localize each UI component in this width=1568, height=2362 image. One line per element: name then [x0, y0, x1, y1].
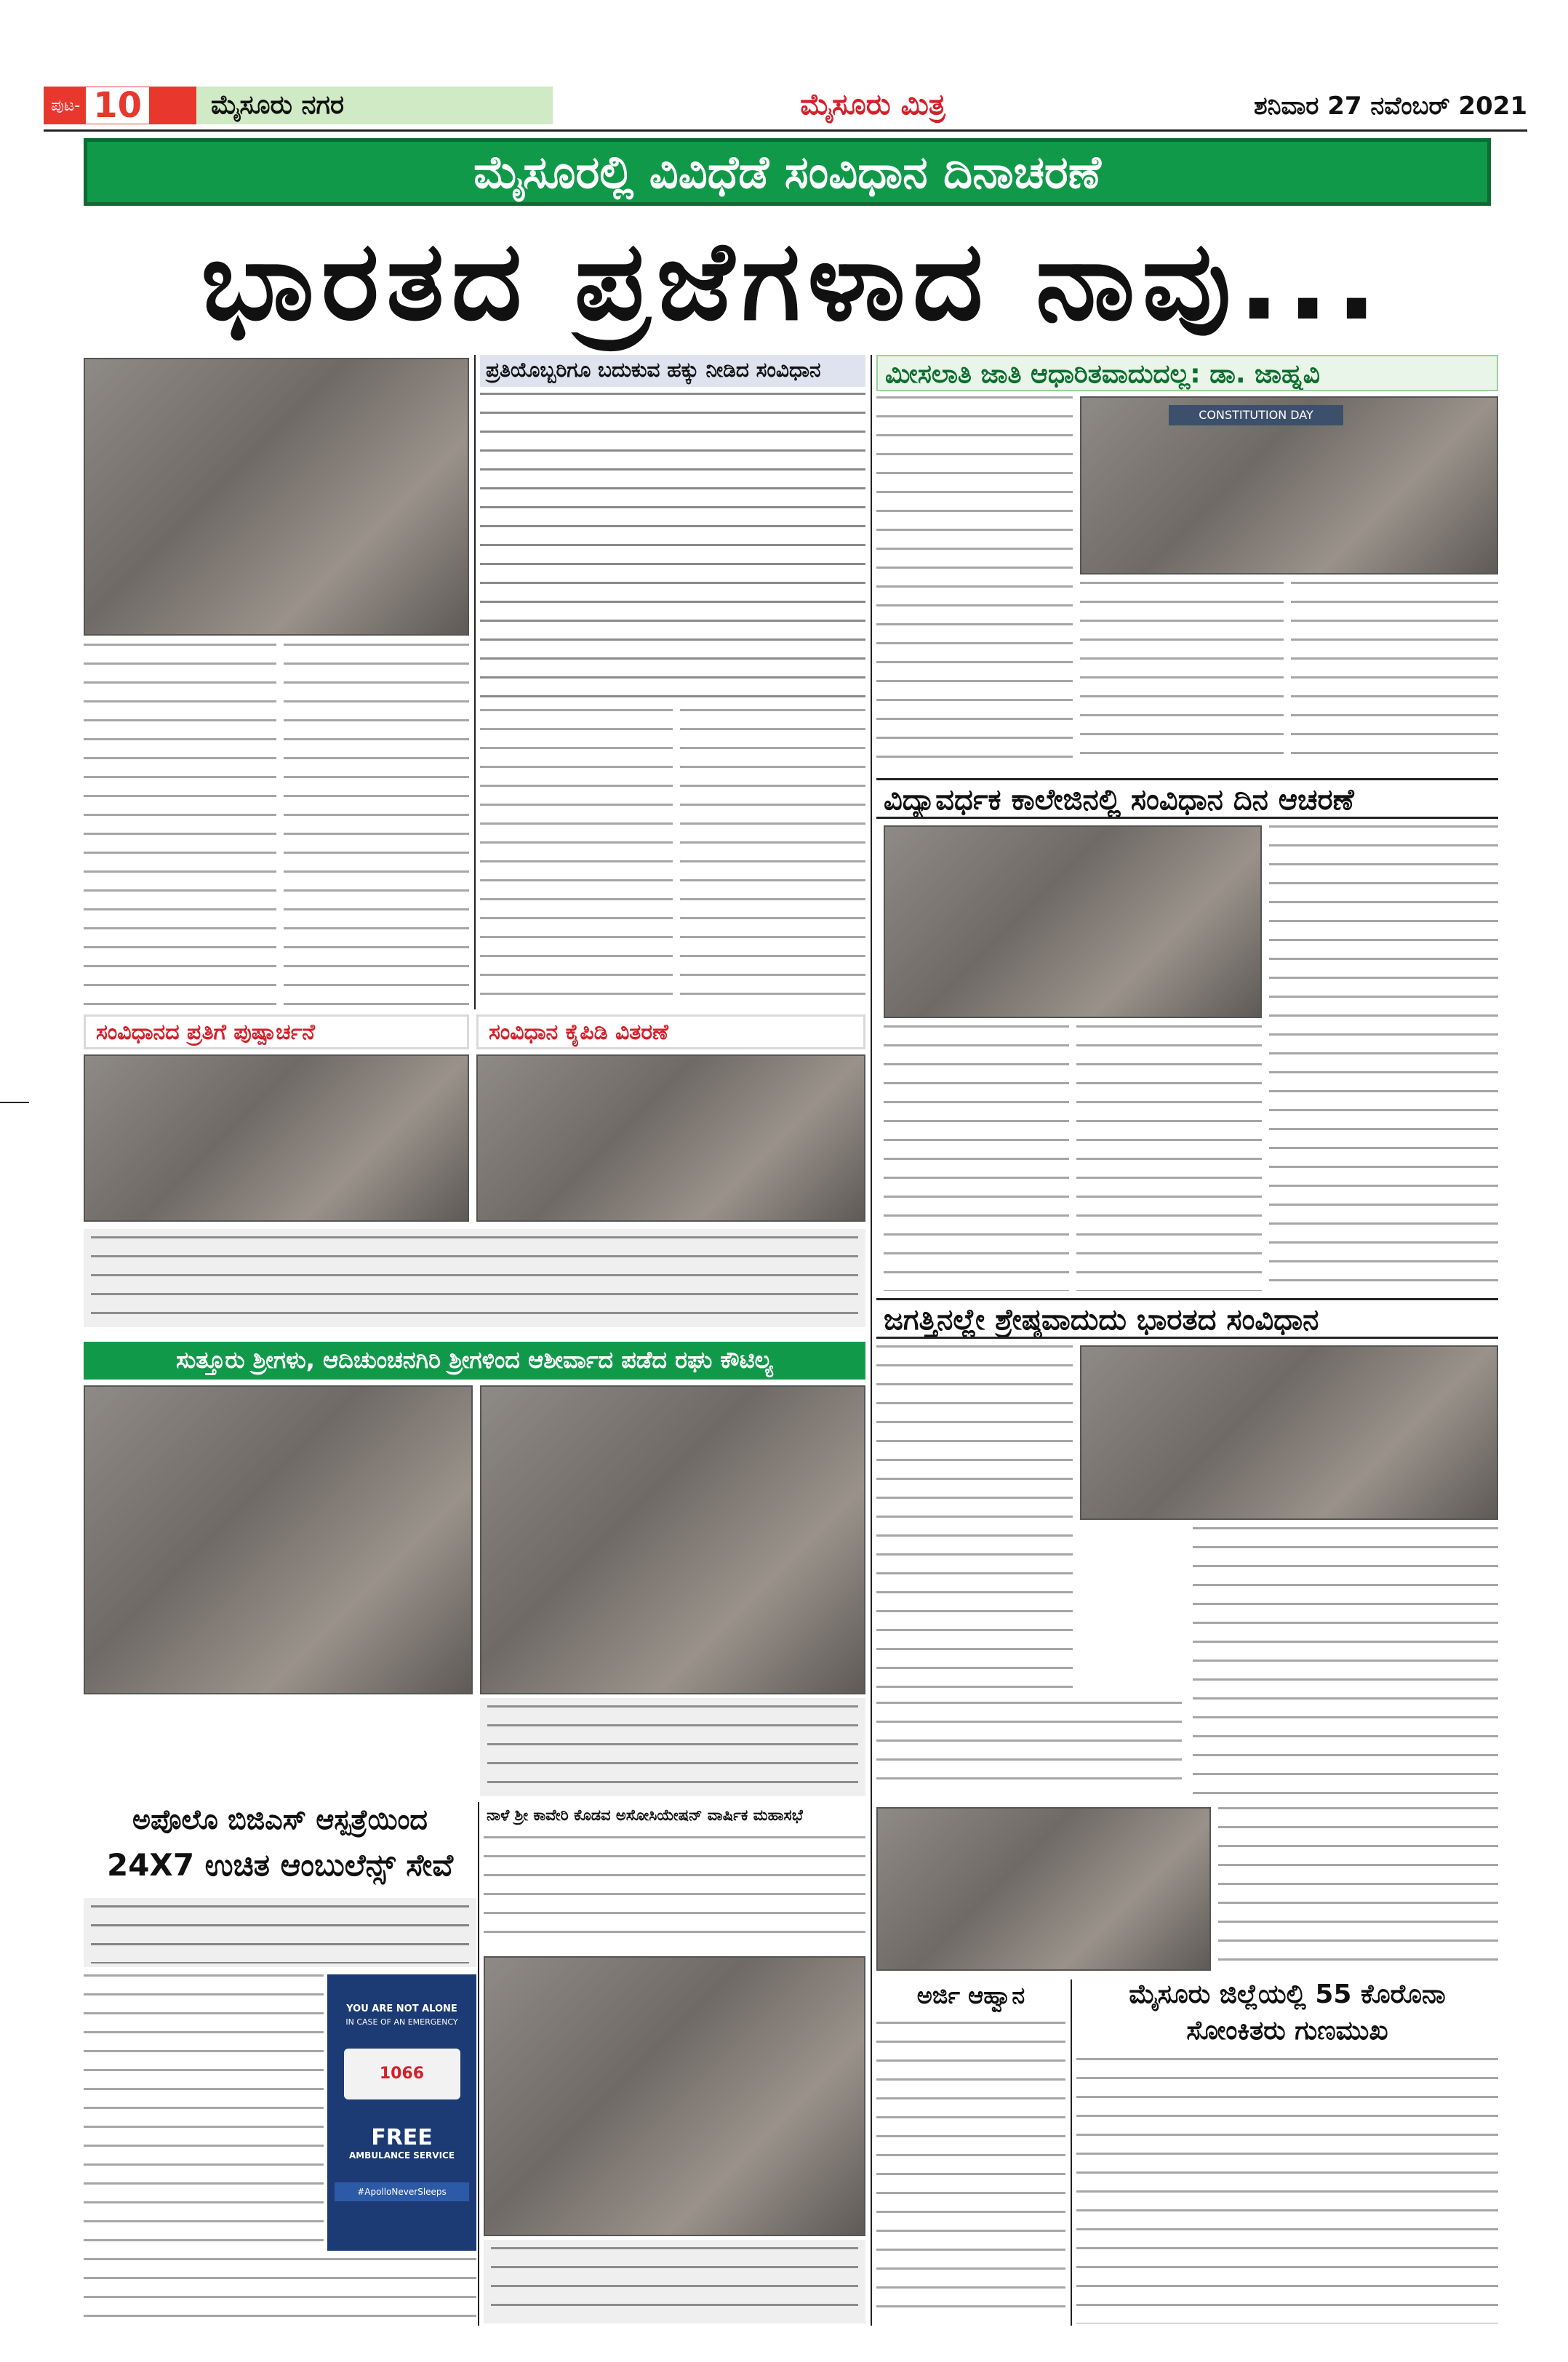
story-title-vidyavardhaka: ವಿದ್ಯಾವರ್ಧಕ ಕಾಲೇಜಿನಲ್ಲಿ ಸಂವಿಧಾನ ದಿನ ಆಚರಣೆ — [876, 778, 1498, 819]
ad-free: FREE — [371, 2125, 433, 2150]
photo-raghu-suttur-seer — [84, 1385, 473, 1694]
photo-students-group — [1080, 1345, 1498, 1520]
story-text-jahnavi-1 — [876, 396, 1073, 767]
column-rule-3 — [478, 1802, 479, 2326]
story-text-vidyavardhaka-1 — [1269, 825, 1498, 1291]
story-title-shreshtha: ಜಗತ್ತಿನಲ್ಲೇ ಶ್ರೇಷ್ಠವಾದುದು ಭಾರತದ ಸಂವಿಧಾನ — [876, 1298, 1498, 1339]
photo-flower-tribute — [84, 1054, 469, 1222]
ad-service: AMBULANCE SERVICE — [348, 2150, 455, 2161]
masthead — [44, 84, 1527, 126]
caption-row2-text — [91, 1236, 858, 1324]
masthead-rule — [44, 129, 1527, 132]
photo-booklet-distribution — [476, 1054, 865, 1222]
column-rule-4 — [1071, 1979, 1072, 2326]
apollo-ad — [327, 1974, 476, 2251]
story-title-apollo-line2: 24X7 ಉಚಿತ ಆಂಬುಲೆನ್ಸ್ ಸೇವೆ — [106, 1847, 454, 1883]
photo-gandhi-statue — [484, 1956, 865, 2236]
section-name: ಮೈಸೂರು ನಗರ — [211, 90, 345, 120]
apollo-deck-text — [91, 1905, 469, 1963]
caption-raghu — [480, 1698, 865, 1796]
story-text-apollo-1 — [84, 1974, 324, 2251]
photo-dignitaries-ambedkar — [84, 358, 469, 636]
story-text-center-2 — [480, 709, 673, 1007]
story-text-corona — [1076, 2058, 1498, 2323]
topic-banner-text: ಮೈಸೂರಲ್ಲಿ ವಿವಿಧೆಡೆ ಸಂವಿಧಾನ ದಿನಾಚರಣೆ — [473, 145, 1101, 199]
story-text-center-3 — [680, 709, 865, 1007]
photo-statue-tribute-crowd — [876, 1807, 1211, 1971]
caption-gandhi — [484, 2240, 865, 2323]
story-text-left — [84, 644, 276, 1007]
ad-hashtag: #ApolloNeverSleeps — [335, 2182, 469, 2201]
column-rule-1 — [474, 355, 476, 1009]
story-text-left-2 — [284, 644, 469, 1007]
page-label: ಪುಟ- — [51, 96, 81, 115]
story-title-jahnavi: ಮೀಸಲಾತಿ ಜಾತಿ ಆಧಾರಿತವಾದುದಲ್ಲ: ಡಾ. ಜಾಹ್ನವಿ — [876, 355, 1498, 391]
section-title-pushparchane: ಸಂವಿಧಾನದ ಪ್ರತಿಗೆ ಪುಷ್ಪಾರ್ಚನೆ — [84, 1014, 469, 1049]
issue-date: ಶನಿವಾರ 27 ನವೆಂಬರ್ 2021 — [1254, 92, 1527, 121]
topic-banner — [84, 138, 1491, 206]
story-text-shreshtha-3 — [1193, 1527, 1498, 1796]
story-text-jahnavi-3 — [1291, 582, 1498, 767]
story-title-kaveri: ನಾಳೆ ಶ್ರೀ ಕಾವೇರಿ ಕೊಡವ ಅಸೋಸಿಯೇಷನ್ ವಾರ್ಷಿಕ ಮಹಾಸಭೆ — [487, 1806, 803, 1824]
story-title-arji: ಅರ್ಜಿ ಆಹ್ವಾನ — [916, 1982, 1025, 2009]
apollo-deck — [84, 1898, 476, 1967]
ad-tagline-1: YOU ARE NOT ALONE — [346, 2003, 457, 2014]
ad-tagline-2: IN CASE OF AN EMERGENCY — [345, 2017, 458, 2027]
story-text-vidyavardhaka-2 — [884, 1025, 1069, 1291]
story-text-apollo-2 — [84, 2258, 476, 2323]
photo-raghu-adichunchanagiri-seer — [480, 1385, 865, 1694]
story-text-statue — [1218, 1807, 1498, 1971]
story-text-kaveri — [484, 1836, 865, 1949]
page-number: 10 — [86, 87, 149, 124]
register-mark — [0, 1102, 29, 1103]
caption-raghu-text — [487, 1705, 858, 1789]
story-title-corona-line1: ಮೈಸೂರು ಜಿಲ್ಲೆಯಲ್ಲಿ 55 ಕೊರೊನಾ — [1129, 1979, 1446, 2009]
story-text-jahnavi-2 — [1080, 582, 1284, 767]
photo-jahnavi-podium — [1080, 396, 1498, 575]
story-title-raghu: ಸುತ್ತೂರು ಶ್ರೀಗಳು, ಆದಿಚುಂಚನಗಿರಿ ಶ್ರೀಗಳಿಂದ ಆಶೀರ್ವಾದ ಪಡೆದ ರಘು ಕೌಟಿಲ್ಯ — [84, 1342, 865, 1380]
story-text-shreshtha-2 — [876, 1702, 1182, 1796]
section-title-kaipidi: ಸಂವಿಧಾನ ಕೈಪಿಡಿ ವಿತರಣೆ — [476, 1014, 865, 1049]
main-headline: ಭಾರತದ ಪ್ರಜೆಗಳಾದ ನಾವು... — [201, 218, 1385, 345]
constitution-day-sign: CONSTITUTION DAY — [1169, 405, 1343, 425]
caption-row2 — [84, 1229, 865, 1327]
section-name-strip — [196, 87, 553, 124]
page-number-box — [44, 87, 196, 124]
story-title-constitution-rights: ಪ್ರತಿಯೊಬ್ಬರಿಗೂ ಬದುಕುವ ಹಕ್ಕು ನೀಡಿದ ಸಂವಿಧಾನ — [480, 355, 865, 387]
story-text-center — [480, 393, 865, 698]
story-title-apollo-line1: ಅಪೊಲೊ ಬಿಜಿಎಸ್ ಆಸ್ಪತ್ರೆಯಿಂದ — [132, 1803, 428, 1835]
photo-lamp-lighting — [884, 825, 1262, 1018]
story-text-shreshtha-1 — [876, 1345, 1073, 1694]
story-text-vidyavardhaka-3 — [1076, 1025, 1262, 1291]
story-text-arji — [876, 2022, 1065, 2323]
ambulance-graphic: 1066 — [344, 2049, 460, 2099]
paper-name: ಮೈಸೂರು ಮಿತ್ರ — [800, 88, 945, 121]
story-title-corona-line2: ಸೋಂಕಿತರು ಗುಣಮುಖ — [1186, 2016, 1388, 2046]
column-rule-2 — [871, 355, 872, 2326]
caption-gandhi-text — [491, 2247, 858, 2320]
